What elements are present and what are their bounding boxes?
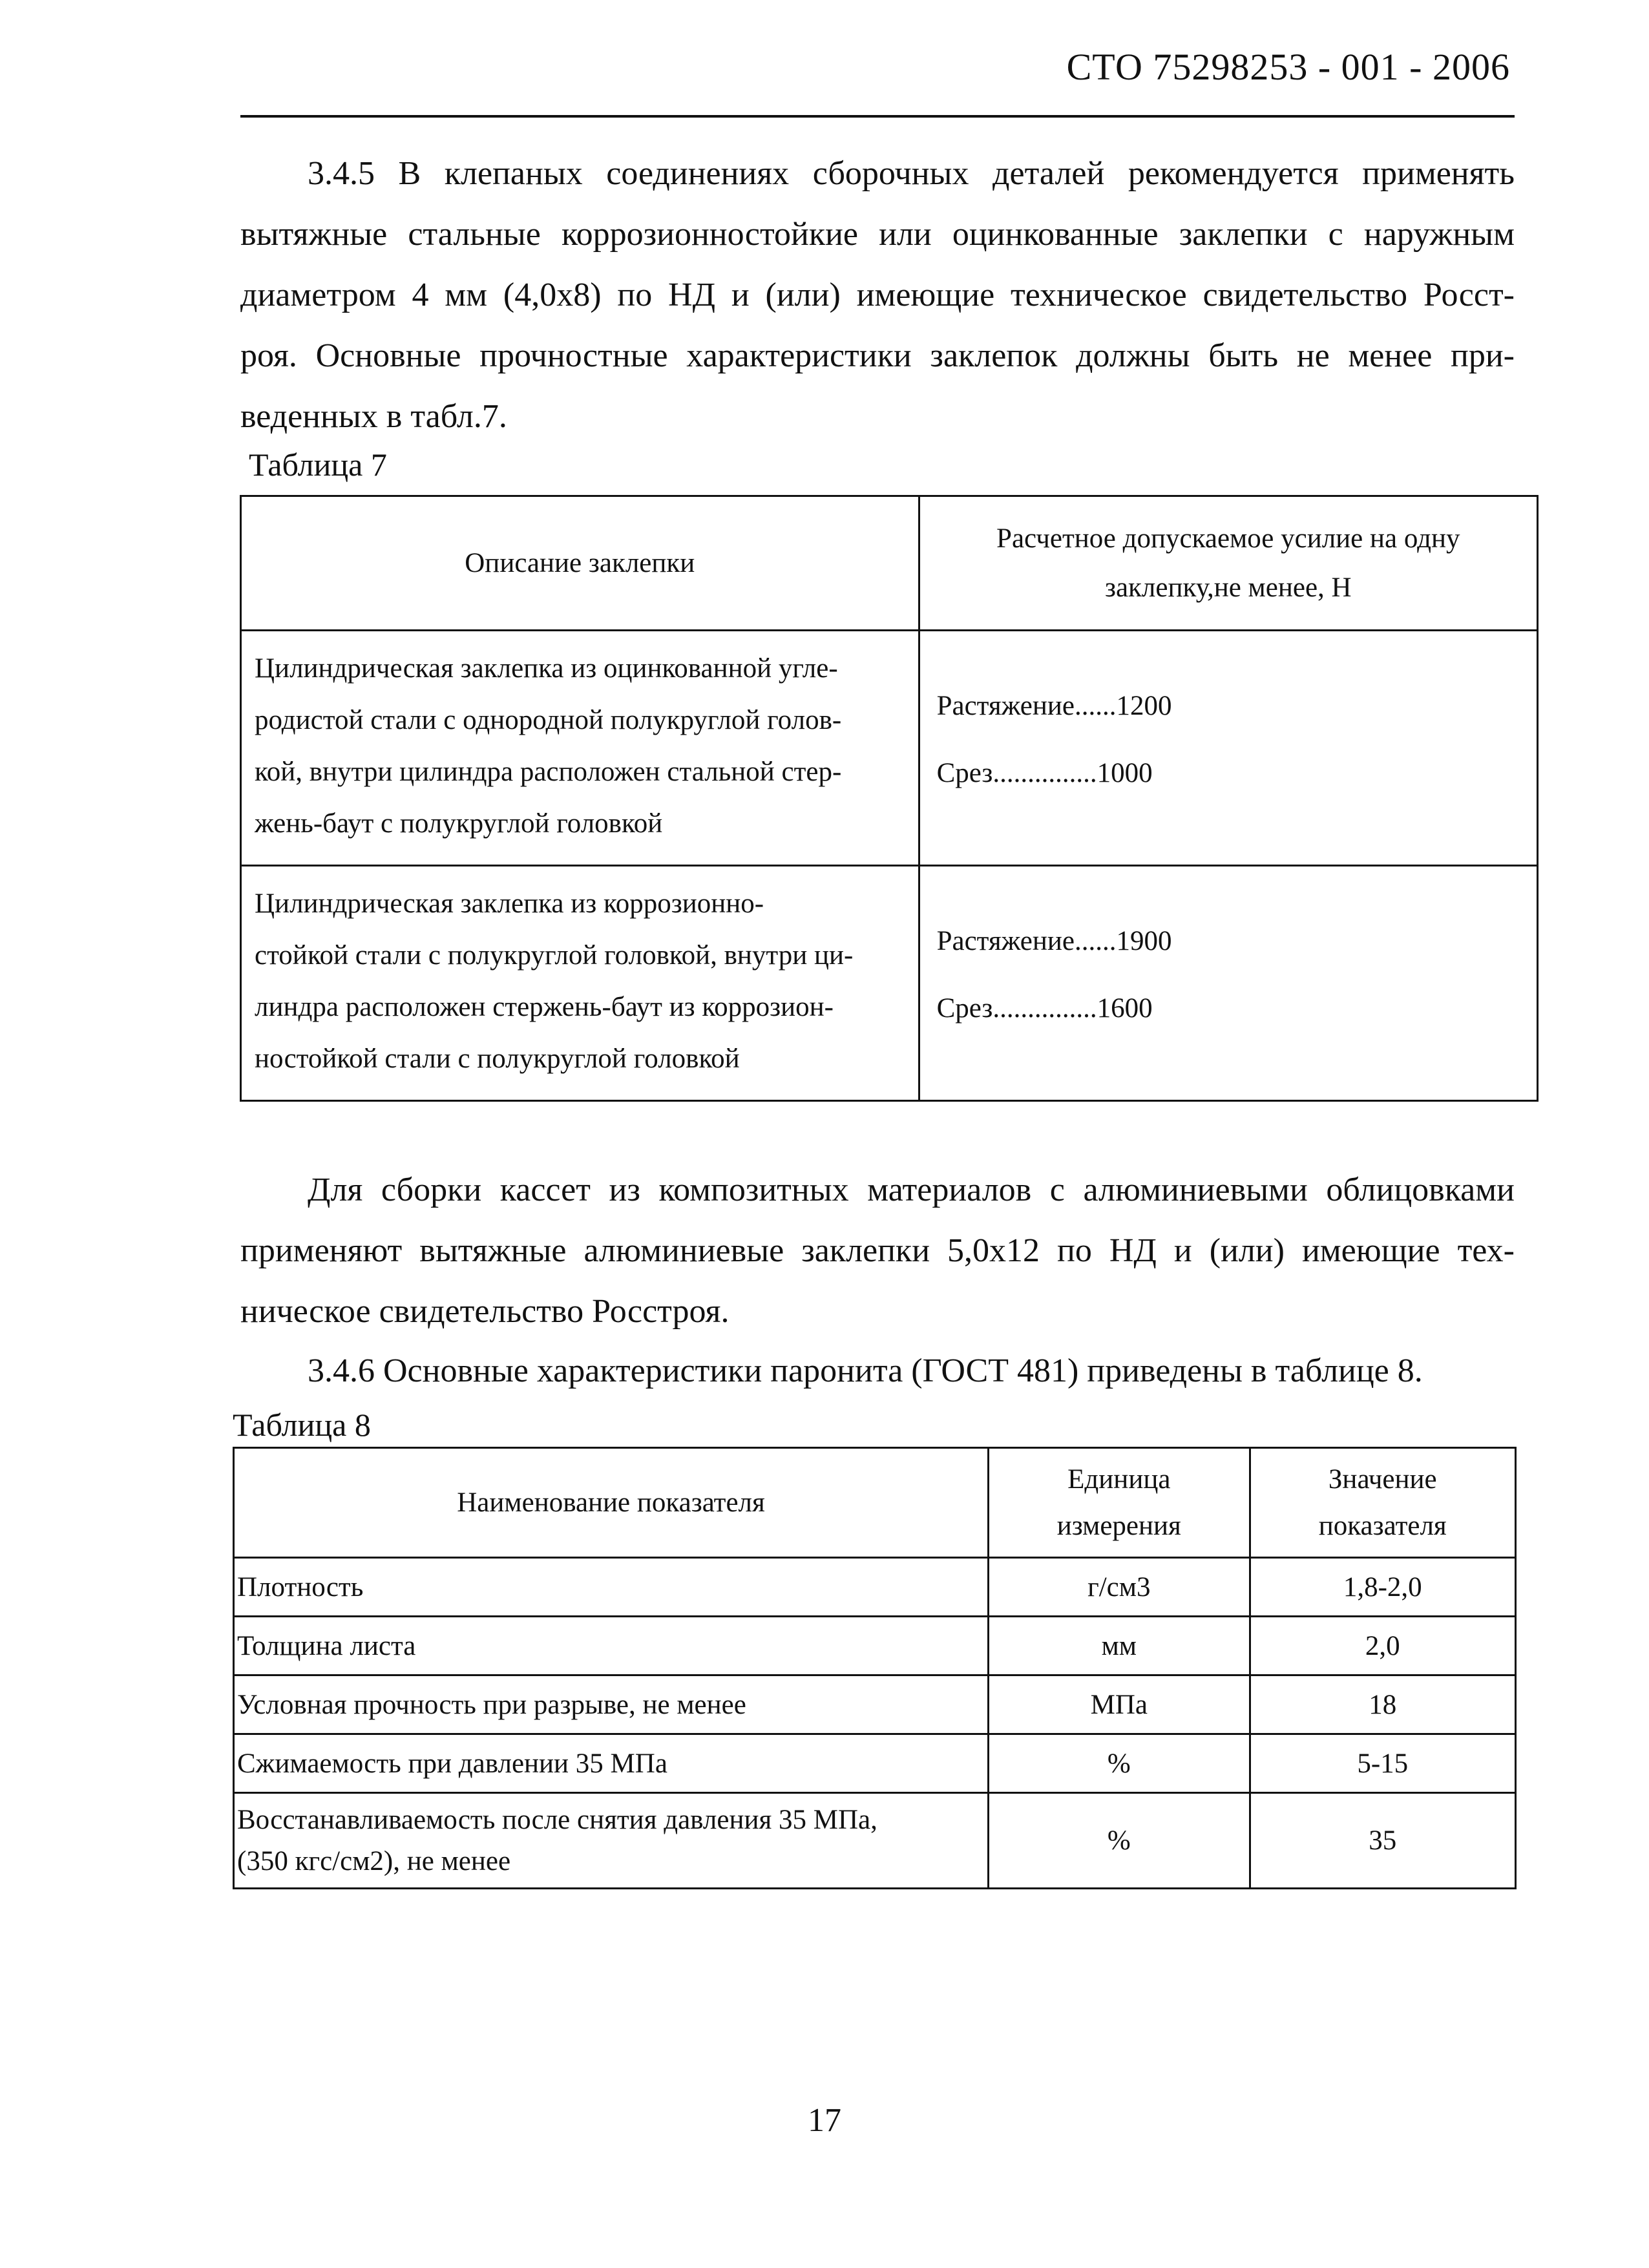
header-value-line: Значение bbox=[1328, 1464, 1437, 1495]
text-line: диаметром 4 мм (4,0х8) по НД и (или) имеющие техническое свидетельство Росст- bbox=[240, 277, 1515, 313]
text-line: 3.4.6 Основные характеристики паронита (ГОСТ 481) приведены в таблице 8. bbox=[308, 1352, 1423, 1389]
header-unit-line: Единица bbox=[1067, 1464, 1171, 1495]
table8-caption: Таблица 8 bbox=[233, 1407, 371, 1443]
section-3-4-6 bbox=[240, 1341, 1515, 1402]
table-row bbox=[234, 1734, 1516, 1793]
tension-value: Растяжение......1900 bbox=[936, 926, 1172, 956]
desc-line: Цилиндрическая заклепка из оцинкованной угле- bbox=[255, 653, 838, 684]
desc-line: кой, внутри цилиндра расположен стальной стер- bbox=[255, 757, 842, 787]
rivet-force bbox=[919, 631, 1537, 866]
property-value: 5-15 bbox=[1250, 1734, 1515, 1793]
table-header-row bbox=[241, 496, 1538, 631]
table-row bbox=[234, 1675, 1516, 1734]
property-unit: МПа bbox=[989, 1675, 1250, 1734]
property-name: Толщина листа bbox=[234, 1617, 989, 1675]
desc-line: жень-баут с полукруглой головкой bbox=[255, 808, 663, 839]
property-value: 1,8-2,0 bbox=[1250, 1558, 1515, 1617]
rivet-force bbox=[919, 866, 1537, 1101]
table-header-row bbox=[234, 1448, 1516, 1558]
text-line: Для сборки кассет из композитных материалов с алюминиевыми облицовками bbox=[308, 1171, 1515, 1208]
tension-value: Растяжение......1200 bbox=[936, 691, 1172, 721]
document-code: СТО 75298253 - 001 - 2006 bbox=[1066, 46, 1510, 88]
text-line: ническое свидетельство Росстроя. bbox=[240, 1293, 730, 1330]
desc-line: ностойкой стали с полукруглой головкой bbox=[255, 1044, 740, 1074]
header-force-line: Расчетное допускаемое усилие на одну bbox=[996, 523, 1460, 554]
table-8 bbox=[233, 1447, 1517, 1889]
property-name-line: (350 кгс/см2), не менее bbox=[237, 1845, 511, 1876]
table-row bbox=[234, 1558, 1516, 1617]
table-row bbox=[241, 866, 1538, 1101]
desc-line: стойкой стали с полукруглой головкой, внутри ци- bbox=[255, 940, 854, 971]
property-name: Плотность bbox=[234, 1558, 989, 1617]
header-name: Наименование показателя bbox=[234, 1448, 989, 1558]
shear-value: Срез...............1600 bbox=[936, 993, 1153, 1024]
table-7 bbox=[240, 495, 1539, 1102]
header-rule bbox=[240, 115, 1515, 118]
property-unit: мм bbox=[989, 1617, 1250, 1675]
header-unit bbox=[989, 1448, 1250, 1558]
desc-line: Цилиндрическая заклепка из коррозионно- bbox=[255, 888, 764, 919]
table-row bbox=[241, 631, 1538, 866]
property-value: 2,0 bbox=[1250, 1617, 1515, 1675]
assembly-paragraph bbox=[240, 1160, 1515, 1342]
text-line: 3.4.5 В клепаных соединениях сборочных деталей рекомендуется применять bbox=[308, 155, 1515, 192]
header-description: Описание заклепки bbox=[241, 496, 919, 631]
rivet-description bbox=[241, 631, 919, 866]
desc-line: линдра расположен стержень-баут из коррозион- bbox=[255, 992, 834, 1022]
header-value bbox=[1250, 1448, 1515, 1558]
text-line: веденных в табл.7. bbox=[240, 398, 507, 435]
property-unit: % bbox=[989, 1793, 1250, 1889]
page-number: 17 bbox=[808, 2102, 841, 2139]
property-unit: г/см3 bbox=[989, 1558, 1250, 1617]
header-force-line: заклепку,не менее, Н bbox=[1104, 572, 1352, 603]
shear-value: Срез...............1000 bbox=[936, 758, 1153, 788]
property-name: Сжимаемость при давлении 35 МПа bbox=[234, 1734, 989, 1793]
property-name bbox=[234, 1793, 989, 1889]
property-name: Условная прочность при разрыве, не менее bbox=[234, 1675, 989, 1734]
desc-line: родистой стали с однородной полукруглой голов- bbox=[255, 705, 842, 735]
text-line: применяют вытяжные алюминиевые заклепки 5,0х12 по НД и (или) имеющие тех- bbox=[240, 1232, 1515, 1269]
section-3-4-5 bbox=[240, 143, 1515, 447]
property-unit: % bbox=[989, 1734, 1250, 1793]
property-value: 18 bbox=[1250, 1675, 1515, 1734]
property-value: 35 bbox=[1250, 1793, 1515, 1889]
header-force bbox=[919, 496, 1537, 631]
header-unit-line: измерения bbox=[1056, 1510, 1181, 1541]
header-value-line: показателя bbox=[1318, 1510, 1447, 1541]
text-line: роя. Основные прочностные характеристики заклепок должны быть не менее при- bbox=[240, 337, 1515, 374]
text-line: вытяжные стальные коррозионностойкие или оцинкованные заклепки с наружным bbox=[240, 216, 1515, 253]
table-row bbox=[234, 1617, 1516, 1675]
rivet-description bbox=[241, 866, 919, 1101]
table-row bbox=[234, 1793, 1516, 1889]
table7-caption: Таблица 7 bbox=[249, 446, 387, 483]
property-name-line: Восстанавливаемость после снятия давления 35 МПа, bbox=[237, 1804, 877, 1835]
